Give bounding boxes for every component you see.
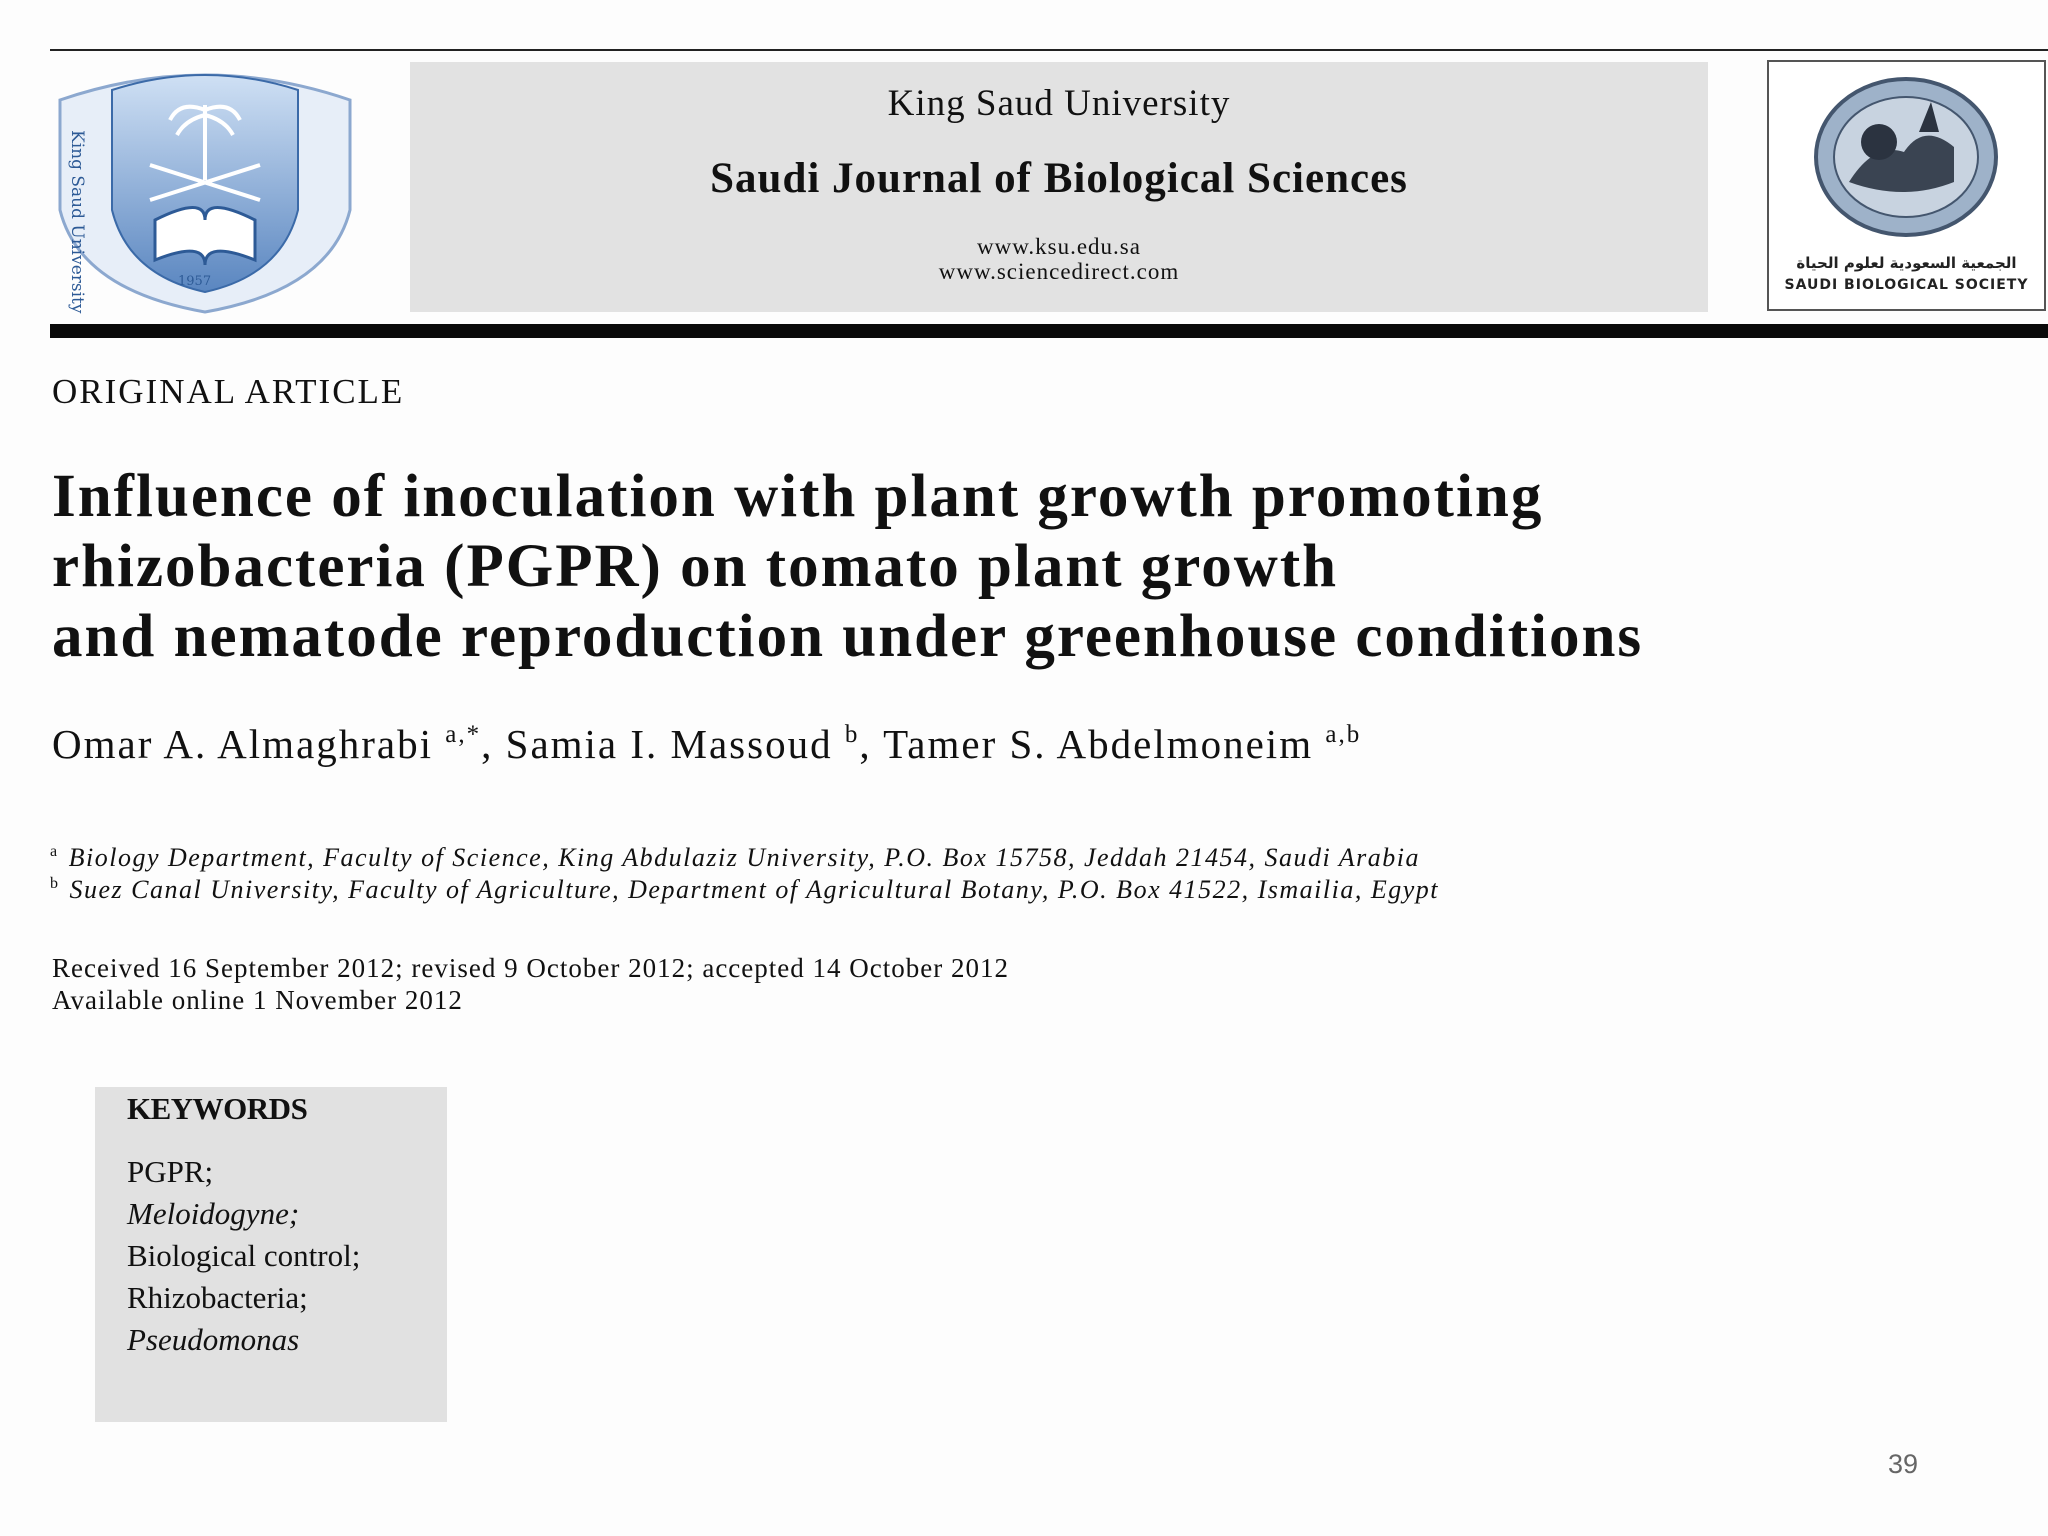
article-title	[52, 462, 2032, 672]
author-name[interactable]: Samia I. Massoud	[505, 721, 833, 767]
article-type: ORIGINAL ARTICLE	[52, 372, 405, 411]
title-line: rhizobacteria (PGPR) on tomato plant growth	[52, 533, 1339, 600]
affiliation	[50, 875, 1439, 905]
keywords-list	[127, 1151, 360, 1361]
society-name-arabic: الجمعية السعودية لعلوم الحياة	[1796, 254, 2017, 272]
society-name-english: SAUDI BIOLOGICAL SOCIETY	[1784, 277, 2029, 293]
journal-header	[50, 60, 2048, 315]
affiliation	[50, 843, 1420, 873]
title-line: Influence of inoculation with plant growth promoting	[52, 463, 1544, 530]
keywords-box	[95, 1087, 447, 1422]
author-name[interactable]: Omar A. Almaghrabi	[52, 721, 434, 767]
keyword-item: Pseudomonas	[127, 1322, 300, 1357]
keyword-item: PGPR;	[127, 1154, 214, 1189]
author-affil-mark: b	[844, 721, 860, 748]
affiliation-text: Biology Department, Faculty of Science, King Abdulaziz University, P.O. Box 15758, Jeddah 21454, Saudi Arabia	[68, 843, 1421, 872]
author-separator: ,	[859, 721, 884, 767]
affiliation-mark: a	[50, 843, 59, 860]
author-name[interactable]: Tamer S. Abdelmoneim	[883, 721, 1314, 767]
top-rule	[50, 49, 2048, 51]
keyword-item: Biological control;	[127, 1238, 361, 1273]
ksu-logo-year: 1957	[178, 274, 212, 289]
affiliation-mark: b	[50, 875, 60, 892]
society-logo-box	[1767, 60, 2046, 311]
journal-info-box	[410, 62, 1708, 312]
keyword-item: Rhizobacteria;	[127, 1280, 308, 1315]
journal-url-sciencedirect[interactable]: www.sciencedirect.com	[938, 259, 1180, 284]
title-line: and nematode reproduction under greenhouse conditions	[52, 603, 1644, 670]
author-affil-mark: a,b	[1325, 721, 1362, 748]
ksu-logo	[50, 60, 360, 315]
author-list	[52, 720, 1361, 768]
author-affil-mark: a,*	[445, 721, 482, 748]
received-dates: Received 16 September 2012; revised 9 October 2012; accepted 14 October 2012	[52, 953, 1009, 983]
slide-page-number: 39	[1888, 1449, 1919, 1479]
header-divider	[50, 324, 2048, 338]
affiliation-text: Suez Canal University, Faculty of Agriculture, Department of Agricultural Botany, P.O. Box 41522, Ismailia, Egypt	[69, 875, 1439, 904]
keyword-item: Meloidogyne;	[127, 1196, 300, 1231]
university-name: King Saud University	[887, 83, 1231, 124]
journal-url-ksu[interactable]: www.ksu.edu.sa	[977, 234, 1141, 259]
keywords-title: KEYWORDS	[127, 1091, 308, 1126]
author-separator: ,	[481, 721, 506, 767]
ksu-logo-text: King Saud University	[67, 130, 87, 314]
online-date: Available online 1 November 2012	[52, 985, 463, 1015]
society-seal-icon	[1769, 62, 2044, 252]
journal-name: Saudi Journal of Biological Sciences	[710, 155, 1408, 202]
